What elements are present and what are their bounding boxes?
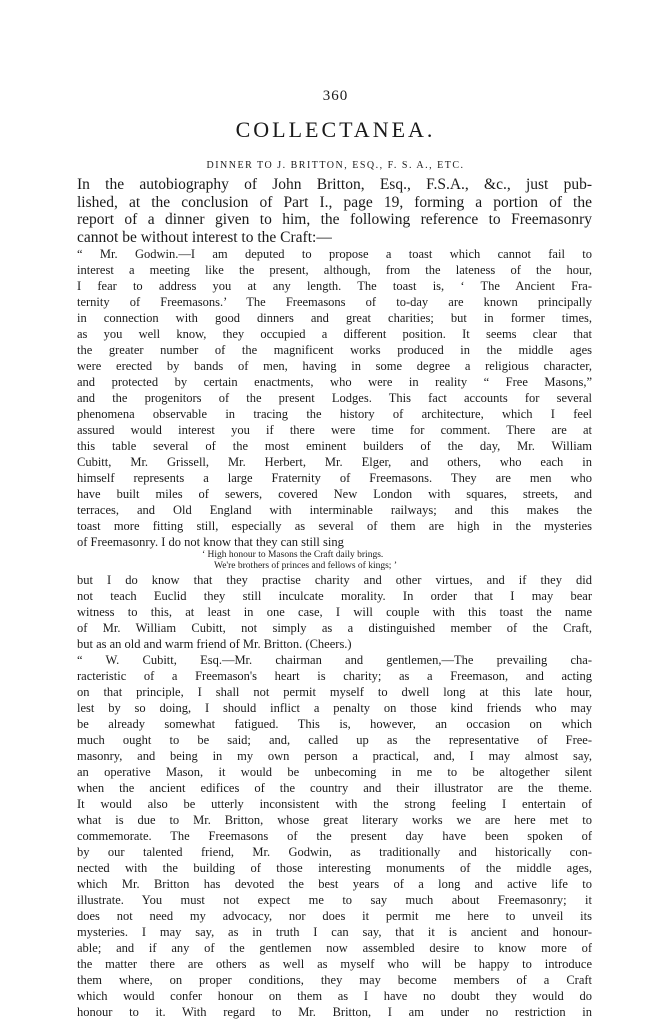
page-number: 360 (322, 88, 349, 104)
text-line: cannot be without interest to the Craft:— (77, 228, 332, 246)
text-line: able; and if any of the gentlemen now assembled desire to know more of (77, 941, 592, 955)
article-subtitle: DINNER TO J. BRITTON, ESQ., F. S. A., ETC. (206, 160, 465, 171)
cubitt-speech (77, 652, 592, 1020)
text-line: himself represents a large Fraternity of Freemasons. They are men who (77, 471, 592, 485)
text-line: “ Mr. Godwin.—I am deputed to propose a toast which cannot fail to (77, 247, 592, 261)
text-line: an operative Mason, it would be unbecoming in me to be altogether silent (77, 765, 592, 779)
text-line: but as an old and warm friend of Mr. Britton. (Cheers.) (77, 637, 352, 651)
text-line: toast more fitting still, especially as several of them are high in the mysteries (77, 519, 592, 533)
godwin-speech-continued (77, 572, 592, 652)
text-line: It would also be utterly inconsistent with the strong feeling I entertain of (77, 797, 592, 811)
text-line: the matter there are others as well as myself who will be happy to introduce (77, 957, 592, 971)
text-line: much ought to be said; and, called up as the representative of Free- (77, 733, 592, 747)
text-line: but I do know that they practise charity and other virtues, and if they did (77, 573, 592, 587)
text-line: on that principle, I shall not permit myself to dwell long at this late hour, (77, 685, 592, 699)
text-line: of Freemasonry. I do not know that they can still sing (77, 535, 344, 549)
text-line: be already somewhat fatigued. This is, however, an occasion on which (77, 717, 592, 731)
text-line: by our talented friend, Mr. Godwin, as traditionally and historically con- (77, 845, 592, 859)
text-line: mysteries. I may say, as in truth I can say, that it is ancient and honour- (77, 925, 592, 939)
godwin-speech (77, 246, 592, 550)
text-line: and protected by certain enactments, who were in reality “ Free Masons,” (77, 375, 592, 389)
text-line: witness to this, at least in one case, I will couple with this toast the name (77, 605, 592, 619)
text-line: phenomena observable in tracing the history of architecture, which I feel (77, 407, 592, 421)
text-line: I fear to address you at any length. The toast is, ‘ The Ancient Fra- (77, 279, 592, 293)
verse-quote (77, 550, 592, 572)
text-line: ternity of Freemasons.’ The Freemasons of to-day are known principally (77, 295, 592, 309)
page-title: COLLECTANEA. (235, 117, 436, 142)
text-line: the greater number of the magnificent works produced in the middle ages (77, 343, 592, 357)
text-line: and the progenitors of the present Lodges. This fact accounts for several (77, 391, 592, 405)
text-line: does not need my advocacy, nor does it permit me here to unveil its (77, 909, 592, 923)
text-line: have built miles of sewers, covered New London with squares, streets, and (77, 487, 592, 501)
text-line: honour to it. With regard to Mr. Britton, I am under no restriction in (77, 1005, 592, 1019)
text-line: report of a dinner given to him, the following reference to Freemasonry (77, 211, 592, 228)
text-line: lest by so doing, I should inflict a penalty on those kind friends who may (77, 701, 592, 715)
text-line: In the autobiography of John Britton, Esq., F.S.A., &c., just pub- (77, 176, 592, 193)
text-line: Cubitt, Mr. Grissell, Mr. Herbert, Mr. Elger, and others, who each in (77, 455, 592, 469)
text-line: not teach Euclid they still inculcate morality. In order that I may bear (77, 589, 592, 603)
text-line: masonry, and being in my own person a practical, and, I may almost say, (77, 749, 592, 763)
text-line: illustrate. You must not expect me to say much about Freemasonry; it (77, 893, 592, 907)
text-line: nected with the building of those interesting monuments of the middle ages, (77, 861, 592, 875)
text-line: lished, at the conclusion of Part I., page 19, forming a portion of the (77, 193, 592, 211)
verse-line: ‘ High honour to Masons the Craft daily brings. (202, 550, 384, 560)
text-line: racteristic of a Freemason's heart is charity; as a Freemason, and acting (77, 669, 592, 683)
text-line: as you well know, they occupied a different position. It seems clear that (77, 327, 592, 341)
text-line: when the ancient edifices of the country and their illustrator are the theme. (77, 781, 592, 795)
text-line: interest a meeting like the present, although, from the lateness of the hour, (77, 263, 592, 277)
text-line: what is due to Mr. Britton, whose great literary works we are here met to (77, 813, 592, 827)
text-line: were erected by bands of men, having in some degree a religious character, (77, 359, 592, 373)
article-body (77, 176, 592, 1020)
text-line: “ W. Cubitt, Esq.—Mr. chairman and gentlemen,—The prevailing cha- (77, 653, 592, 667)
text-line: in connection with good dinners and great charities; but in former times, (77, 311, 592, 325)
text-line: which Mr. Britton has devoted the best years of a long and active life to (77, 877, 592, 891)
text-line: them where, on proper conditions, they may become members of a Craft (77, 973, 592, 987)
text-line: this table several of the most eminent builders of the day, Mr. William (77, 439, 592, 453)
verse-line: We're brothers of princes and fellows of kings; ’ (214, 561, 397, 571)
text-line: of Mr. William Cubitt, not simply as a distinguished member of the Craft, (77, 621, 592, 635)
intro-paragraph (77, 176, 592, 246)
text-line: commemorate. The Freemasons of the present day have been spoken of (77, 829, 592, 843)
text-line: assured would interest you if there were time for comment. There are at (77, 423, 592, 437)
text-line: which would confer honour on them as I have no doubt they would do (77, 989, 592, 1003)
text-line: terraces, and Old England with interminable railways; and this makes the (77, 503, 592, 517)
